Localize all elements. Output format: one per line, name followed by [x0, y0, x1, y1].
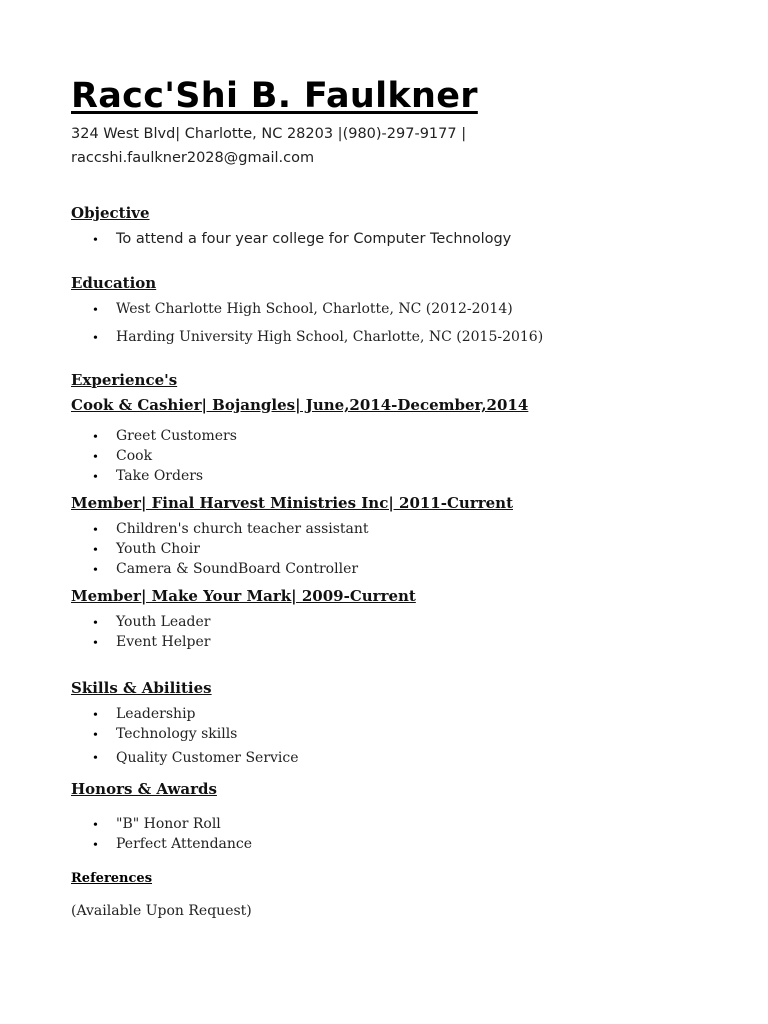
skill-item: Leadership: [116, 706, 196, 722]
job-duty-item: Take Orders: [116, 468, 204, 484]
honor-item: "B" Honor Roll: [116, 816, 221, 832]
bullet-icon: •: [93, 470, 98, 485]
job-duty-item: Children's church teacher assistant: [116, 521, 369, 537]
bullet-icon: •: [93, 708, 98, 723]
education-item: West Charlotte High School, Charlotte, NC (2012-2014): [116, 301, 513, 317]
job-duty-item: Cook: [116, 448, 153, 464]
objective-heading: Objective: [71, 204, 150, 222]
contact-email: raccshi.faulkner2028@gmail.com: [71, 150, 315, 166]
job-duty-item: Youth Leader: [116, 614, 211, 630]
bullet-icon: •: [93, 523, 98, 538]
bullet-icon: •: [93, 616, 98, 631]
skill-item: Quality Customer Service: [116, 750, 299, 766]
references-note: (Available Upon Request): [71, 903, 252, 919]
bullet-icon: •: [93, 563, 98, 578]
bullet-icon: •: [93, 543, 98, 558]
bullet-icon: •: [93, 430, 98, 445]
skills-heading: Skills & Abilities: [71, 679, 212, 697]
bullet-icon: •: [93, 303, 98, 318]
references-heading: References: [71, 871, 153, 886]
job-duty-item: Youth Choir: [116, 541, 200, 557]
honors-heading: Honors & Awards: [71, 780, 217, 798]
experience-heading: Experience's: [71, 371, 178, 389]
bullet-icon: •: [93, 450, 98, 465]
job-title: Member| Final Harvest Ministries Inc| 2011-Current: [71, 494, 514, 512]
bullet-icon: •: [93, 233, 98, 248]
bullet-icon: •: [93, 838, 98, 853]
education-item: Harding University High School, Charlotte, NC (2015-2016): [116, 329, 544, 345]
job-title: Cook & Cashier| Bojangles| June,2014-December,2014: [71, 396, 529, 414]
job-duty-item: Event Helper: [116, 634, 211, 650]
job-duty-item: Camera & SoundBoard Controller: [116, 561, 359, 577]
education-heading: Education: [71, 274, 157, 292]
bullet-icon: •: [93, 751, 98, 766]
bullet-icon: •: [93, 728, 98, 743]
honor-item: Perfect Attendance: [116, 836, 253, 852]
job-duty-item: Greet Customers: [116, 428, 237, 444]
objective-item: To attend a four year college for Computer Technology: [116, 231, 512, 247]
bullet-icon: •: [93, 818, 98, 833]
bullet-icon: •: [93, 331, 98, 346]
skill-item: Technology skills: [116, 726, 238, 742]
job-title: Member| Make Your Mark| 2009-Current: [71, 587, 416, 605]
bullet-icon: •: [93, 636, 98, 651]
contact-address-line: 324 West Blvd| Charlotte, NC 28203 |(980)-297-9177 |: [71, 126, 467, 142]
resume-name: Racc'Shi B. Faulkner: [71, 76, 478, 116]
